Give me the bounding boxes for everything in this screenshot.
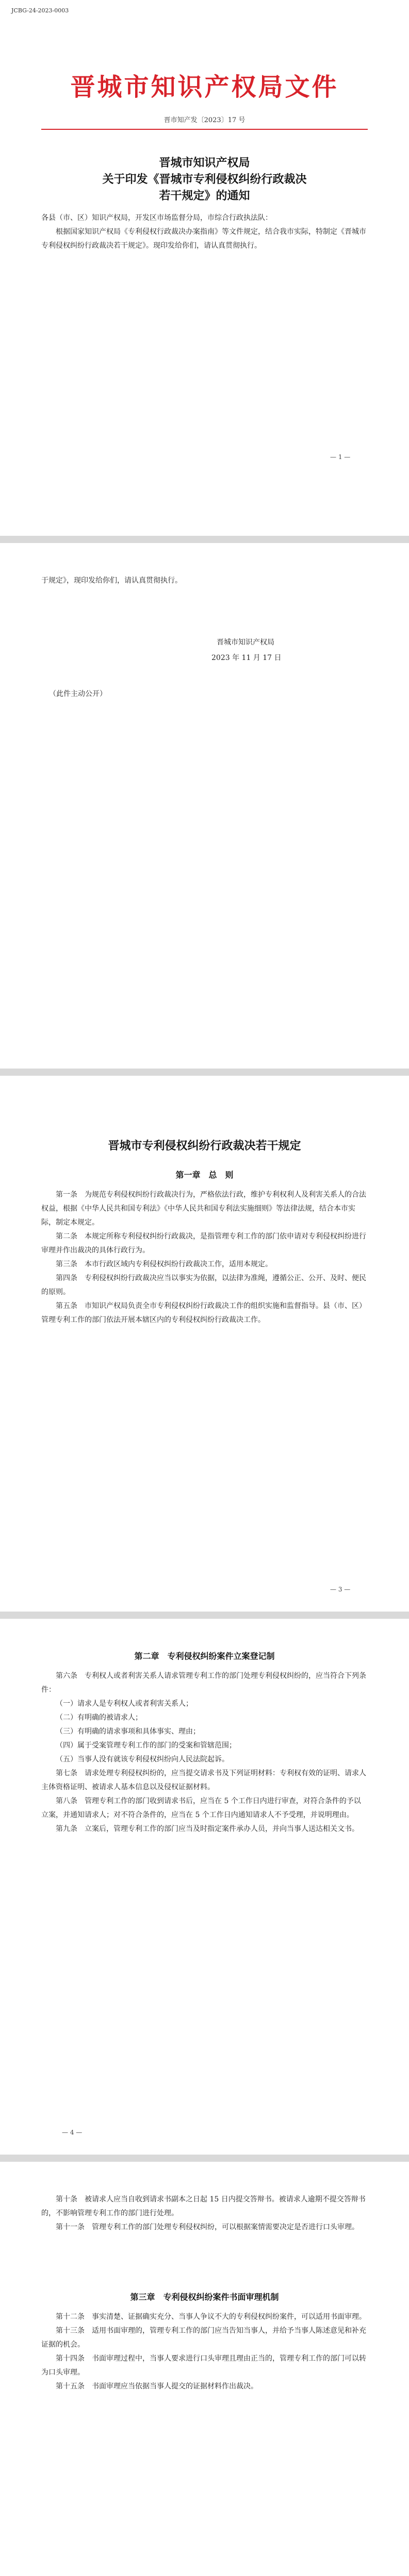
article: 第九条 立案后，管理专利工作的部门应当及时指定案件承办人员，并向当事人送达相关文书。	[56, 1825, 359, 1833]
article: 第四条 专利侵权纠纷行政裁决应当以事实为依据，以法律为准绳，遵循公正、公开、及时、便民的原则。	[41, 1274, 366, 1296]
article-list	[41, 1669, 368, 1836]
article: 第八条 管理专利工作的部门收到请求书后，应当在 5 个工作日内进行审查，对符合条件的予以立案，并通知请求人；对不符合条件的，应当在 5 个工作日内通知请求人不予受理，并说明理由。	[41, 1797, 361, 1819]
page-number: — 1 —	[330, 453, 351, 461]
article-item: （四）属于受案管理专利工作的部门的受案和管辖范围；	[56, 1741, 236, 1750]
regulation-title: 晋城市专利侵权纠纷行政裁决若干规定	[108, 1139, 301, 1153]
title-line-3: 若干规定》的通知	[159, 189, 250, 202]
article: 第三条 本市行政区域内专利侵权纠纷行政裁决工作，适用本规定。	[56, 1260, 272, 1268]
masthead: 晋城市知识产权局文件	[70, 73, 339, 101]
signature-date: 2023 年 11 月 17 日	[211, 654, 282, 662]
article-item: （一）请求人是专利权人或者利害关系人；	[56, 1700, 193, 1708]
article: 第十一条 管理专利工作的部门处理专利侵权纠纷，可以根据案情需要决定是否进行口头审理。	[56, 2223, 359, 2231]
page-3	[0, 1076, 409, 1612]
page-1	[0, 0, 409, 536]
page-2	[0, 543, 409, 1069]
article: 第十二条 事实清楚、证据确实充分、当事人争议不大的专利侵权纠纷案件，可以适用书面审理。	[56, 2313, 366, 2321]
chapter-heading: 第二章 专利侵权纠纷案件立案登记制	[134, 1651, 275, 1661]
page-4	[0, 1619, 409, 2155]
body-paragraph: 根据国家知识产权局《专利侵权行政裁决办案指南》等文件规定，结合我市实际，特制定《晋城市专利侵权纠纷行政裁决若干规定》。现印发给你们，请认真贯彻执行。	[41, 228, 366, 250]
red-divider	[41, 129, 368, 130]
article: 第十条 被请求人应当自收到请求书副本之日起 15 日内提交答辩书。被请求人逾期不提交答辩书的，不影响管理专利工作的部门进行处理。	[41, 2195, 366, 2217]
disclosure-note: （此件主动公开）	[49, 690, 107, 698]
doc-code: JCBG-24-2023-0003	[11, 7, 69, 14]
article: 第七条 请求处理专利侵权纠纷的，应当提交请求书及下列证明材料：专利权有效的证明、请求人主体资格证明、被请求人基本信息以及侵权证据材料。	[41, 1769, 366, 1791]
notice-title	[0, 155, 409, 204]
article-list	[41, 2193, 368, 2234]
article: 第一条 为规范专利侵权纠纷行政裁决行为，严格依法行政，维护专利权利人及利害关系人的合法权益，根据《中华人民共和国专利法》《中华人民共和国专利法实施细则》等法律法规，结合本市实际，制定本规定。	[41, 1191, 366, 1227]
title-line-1: 晋城市知识产权局	[159, 156, 250, 170]
notice-body	[41, 211, 368, 253]
doc-number: 晋市知产发〔2023〕17 号	[163, 116, 246, 124]
article: 第十四条 书面审理过程中，当事人要求进行口头审理且理由正当的，管理专利工作的部门可以转为口头审理。	[41, 2354, 366, 2377]
article-list	[41, 1188, 368, 1327]
article-item: （二）有明确的被请求人；	[56, 1714, 142, 1722]
page-gap	[0, 1069, 409, 1076]
chapter-heading: 第一章 总 则	[175, 1170, 234, 1180]
article: 第十五条 书面审理应当依据当事人提交的证据材料作出裁决。	[56, 2382, 258, 2391]
signature-org: 晋城市知识产权局	[217, 638, 274, 647]
recipients: 各县（市、区）知识产权局，开发区市场监督分局，市综合行政执法队：	[41, 214, 272, 222]
page-gap	[0, 2155, 409, 2162]
article: 第六条 专利权人或者利害关系人请求管理专利工作的部门处理专利侵权纠纷的，应当符合下列条件：	[41, 1672, 366, 1694]
article: 第五条 市知识产权局负责全市专利侵权纠纷行政裁决工作的组织实施和监督指导。县（市、区）管理专利工作的部门依法开展本辖区内的专利侵权纠纷行政裁决工作。	[41, 1302, 366, 1324]
title-line-2: 关于印发《晋城市专利侵权纠纷行政裁决	[102, 173, 307, 186]
article-item: （五）当事人没有就该专利侵权纠纷向人民法院起诉。	[56, 1755, 229, 1764]
chapter-heading: 第三章 专利侵权纠纷案件书面审理机制	[130, 2292, 279, 2302]
page-number: — 3 —	[330, 1586, 351, 1593]
closing-text: 于规定》，现印发给你们，请认真贯彻执行。	[41, 577, 182, 585]
page-number: — 4 —	[62, 2129, 83, 2136]
page-gap	[0, 536, 409, 543]
article-item: （三）有明确的请求事项和具体事实、理由；	[56, 1727, 200, 1736]
page-gap	[0, 1612, 409, 1619]
page-5	[0, 2162, 409, 2576]
article: 第二条 本规定所称专利侵权纠纷行政裁决，是指管理专利工作的部门依申请对专利侵权纠纷进行审理并作出裁决的具体行政行为。	[41, 1232, 366, 1255]
article: 第十三条 适用书面审理的，管理专利工作的部门应当告知当事人，并给予当事人陈述意见和补充证据的机会。	[41, 2327, 366, 2349]
article-list	[41, 2310, 368, 2394]
